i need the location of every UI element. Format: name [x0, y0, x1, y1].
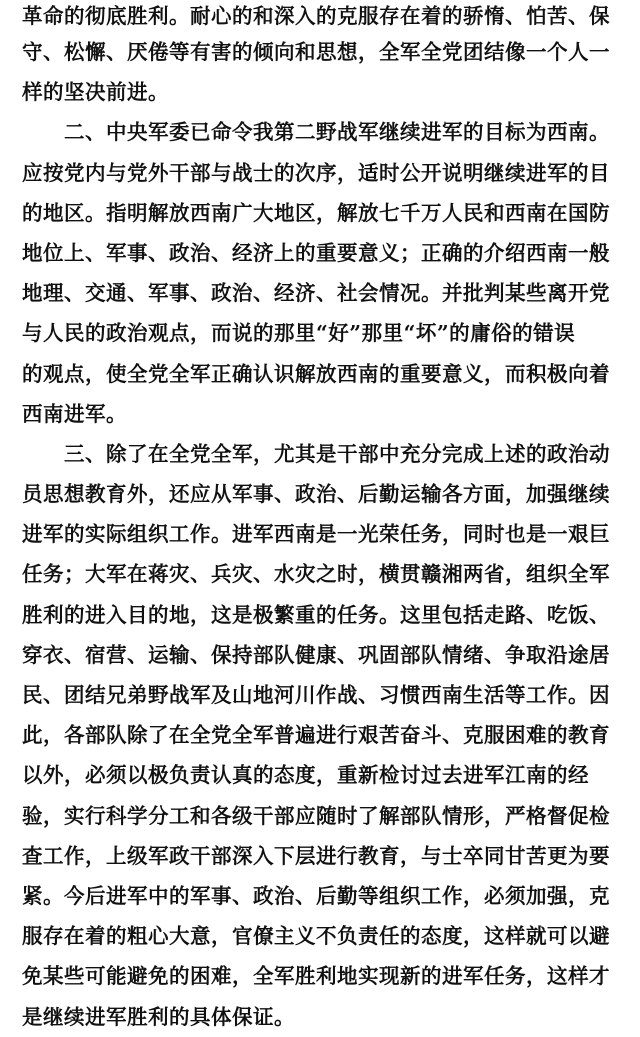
text-line: 验，实行科学分工和各级干部应随时了解部队情形，严格督促检	[22, 803, 610, 828]
text-line: 服存在着的粗心大意，官僚主义不负责任的态度，这样就可以避	[22, 924, 610, 949]
text-line: 员思想教育外，还应从军事、政治、后勤运输各方面，加强继续	[22, 482, 610, 507]
text-line: 民、团结兄弟野战军及山地河川作战、习惯西南生活等工作。因	[22, 683, 610, 707]
text-line: 此，各部队除了在全党全军普遍进行艰苦奋斗、克服困难的教育	[22, 723, 610, 748]
text-line: 的地区。指明解放西南广大地区，解放七千万人民和西南在国防	[22, 200, 610, 225]
text-line: 应按党内与党外干部与战士的次序，适时公开说明继续进军的目	[22, 160, 610, 185]
text-line: 免某些可能避免的困难，全军胜利地实现新的进军任务，这样才	[22, 964, 610, 989]
text-line: 进军的实际组织工作。进军西南是一光荣任务，同时也是一艰巨	[22, 522, 610, 547]
text-line: 三、除了在全党全军，尤其是干部中充分完成上述的政治动	[64, 441, 610, 466]
text-line: 二、中央军委已命令我第二野战军继续进军的目标为西南。	[64, 120, 610, 145]
text-line: 地位上、军事、政治、经济上的重要意义；正确的介绍西南一般	[22, 240, 610, 265]
text-line: 守、松懈、厌倦等有害的倾向和思想，全军全党团结像一个人一	[22, 40, 610, 64]
text-line: 查工作，上级军政干部深入下层进行教育，与士卒同甘苦更为要	[22, 843, 610, 868]
text-line: 紧。今后进军中的军事、政治、后勤等组织工作，必须加强，克	[22, 883, 610, 908]
text-line: 地理、交通、军事、政治、经济、社会情况。并批判某些离开党	[22, 281, 610, 306]
paragraph-section-two	[22, 112, 626, 434]
text-line: 西南进军。	[22, 401, 127, 426]
text-line: 以外，必须以极负责认真的态度，重新检讨过去进军江南的经	[22, 763, 589, 788]
text-line: 与人民的政治观点，而说的那里“好”那里“坏”的庸俗的错误	[22, 321, 576, 346]
text-line: 任务；大军在蒋灾、兵灾、水灾之时，横贯赣湘两省，组织全军	[22, 562, 610, 587]
text-line: 样的坚决前进。	[22, 80, 169, 105]
text-line: 的观点，使全党全军正确认识解放西南的重要意义，而积极向着	[22, 361, 610, 386]
paragraph-section-three	[22, 434, 626, 1037]
text-line: 革命的彻底胜利。耐心的和深入的克服存在着的骄惰、怕苦、保	[22, 4, 610, 28]
text-line: 穿衣、宿营、运输、保持部队健康、巩固部队情绪、争取沿途居	[22, 642, 610, 667]
text-line: 是继续进军胜利的具体保证。	[22, 1004, 295, 1029]
paragraph-continuation	[22, 0, 626, 112]
text-line: 胜利的进入目的地，这是极繁重的任务。这里包括走路、吃饭、	[22, 602, 610, 627]
